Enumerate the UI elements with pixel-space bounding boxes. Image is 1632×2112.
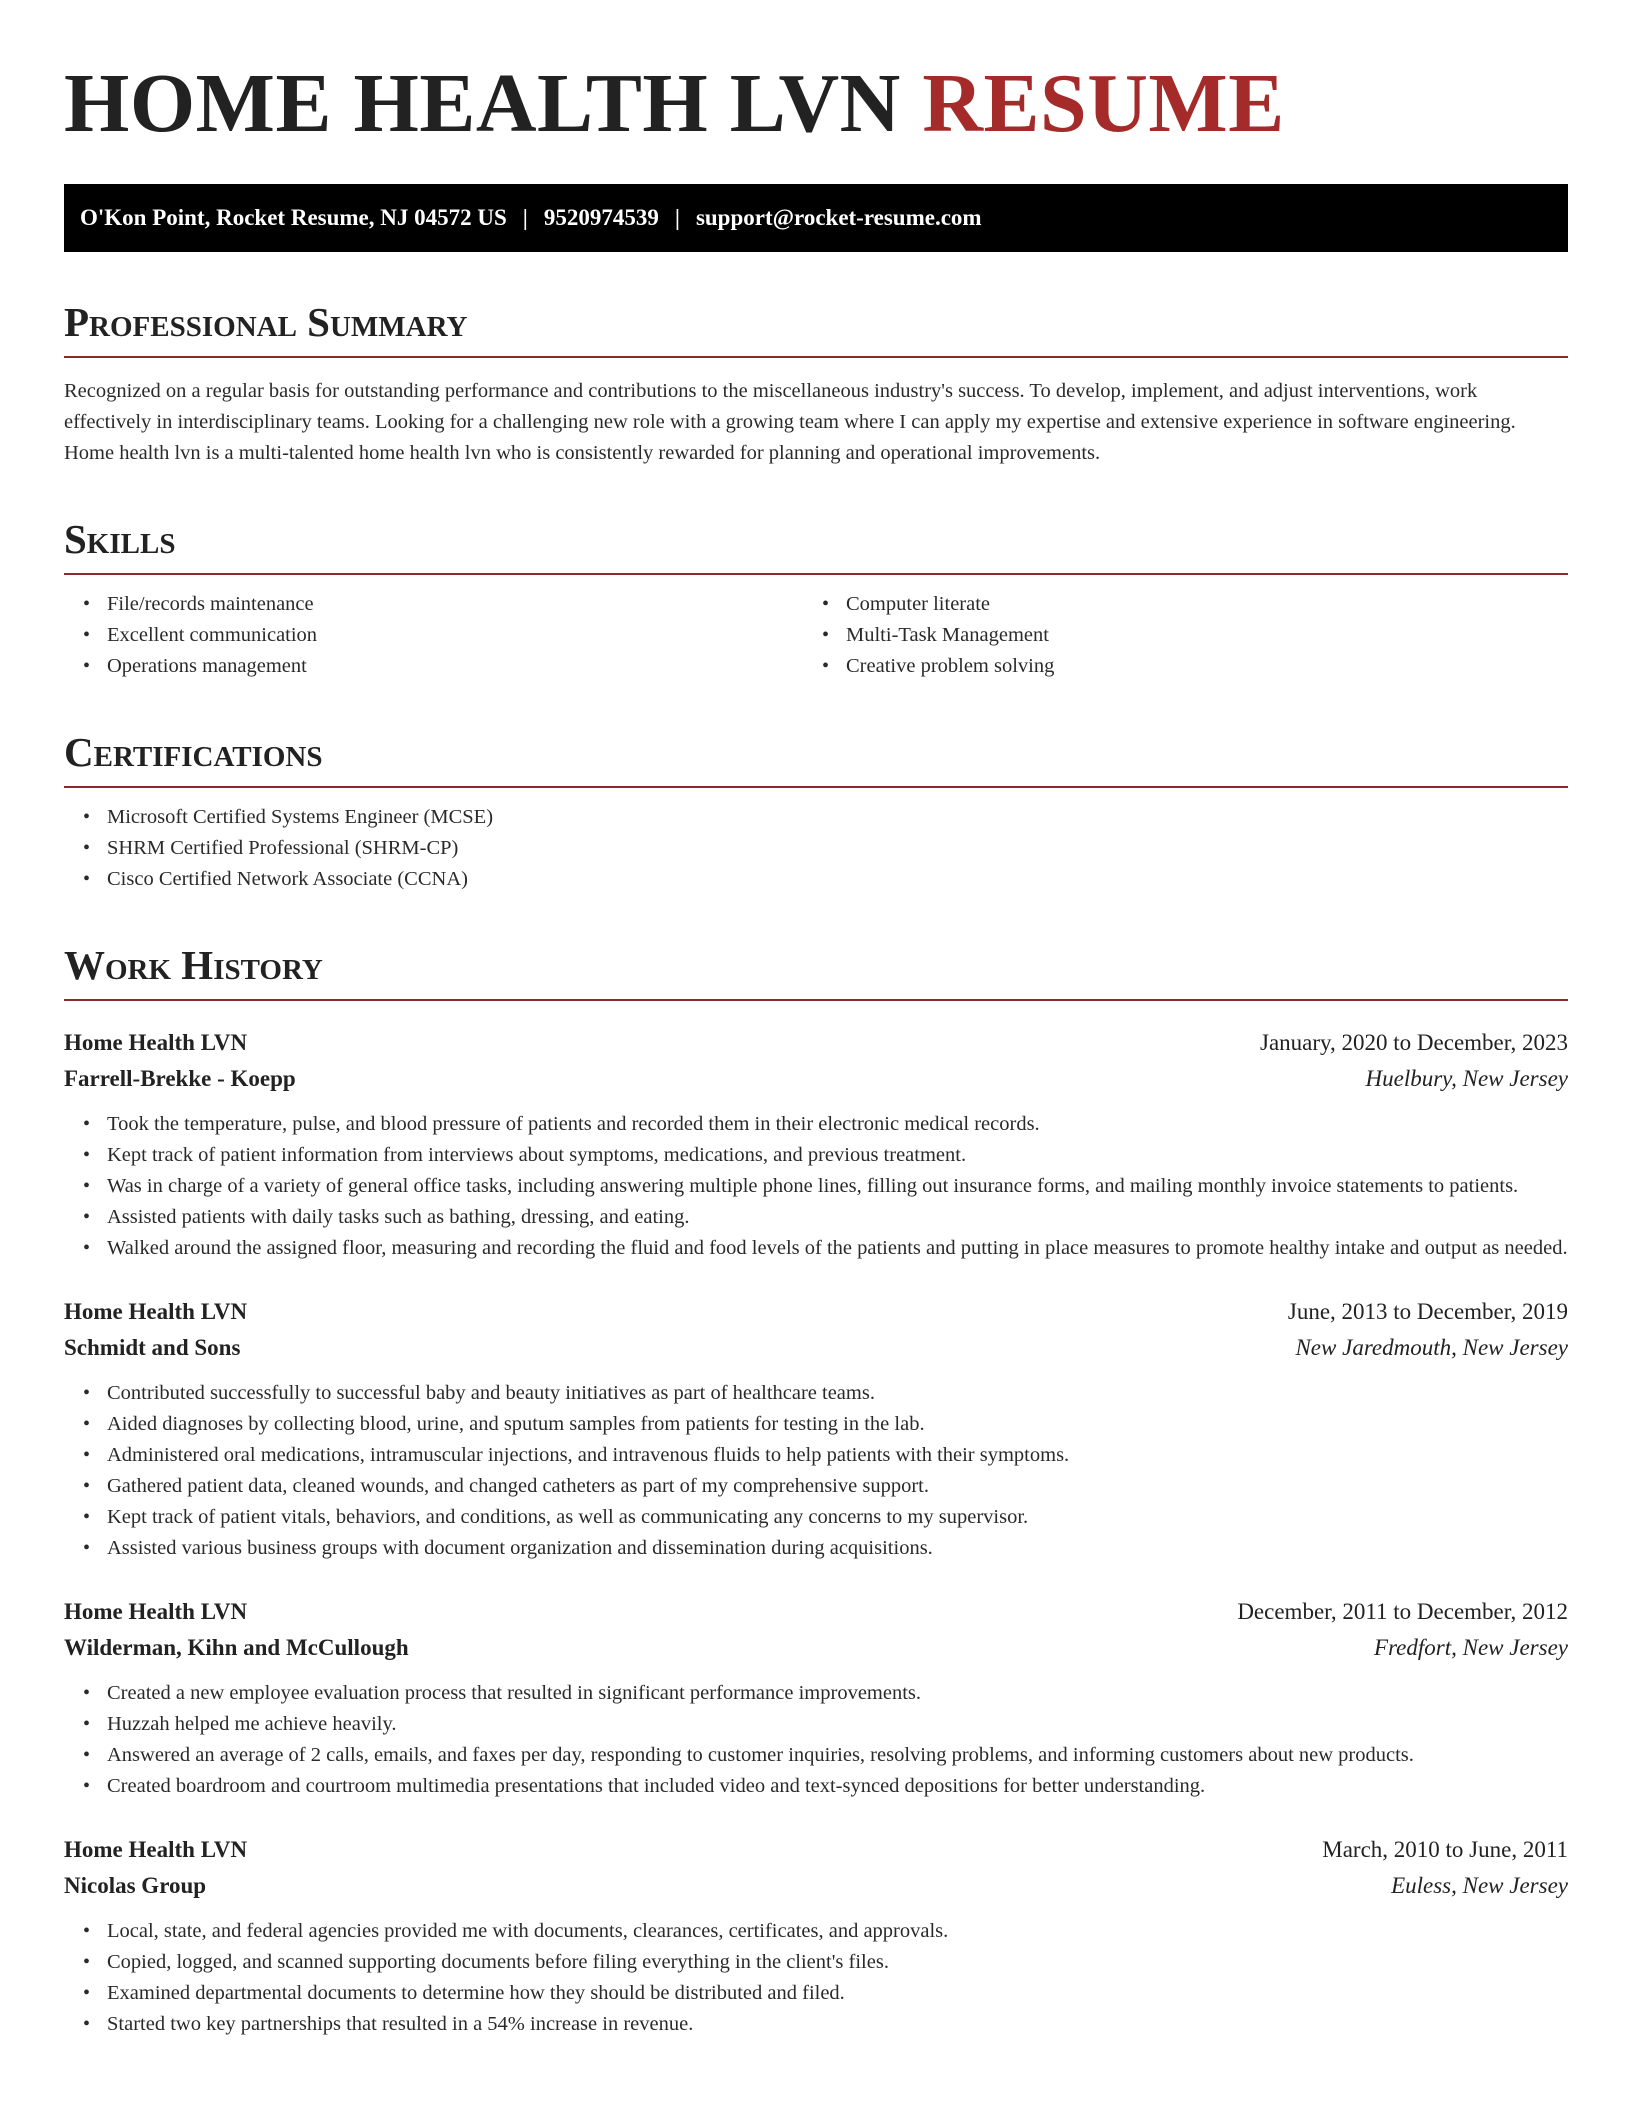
bullet-icon: •: [83, 1144, 91, 1166]
bullet-icon: •: [83, 1982, 91, 2004]
certification-item: [83, 864, 1568, 895]
job-location: Huelbury, New Jersey: [1365, 1066, 1568, 1091]
job-subheader-row: [64, 1630, 1568, 1666]
work-history-heading: Work History: [64, 941, 1568, 1001]
job-bullet-text: Answered an average of 2 calls, emails, and faxes per day, responding to customer inquiries, resolving problems, and informing customers about new products.: [107, 1744, 1414, 1766]
job-entry: [64, 1832, 1568, 2040]
job-bullet: [83, 1233, 1568, 1264]
certification-item: [83, 802, 1568, 833]
job-dates: December, 2011 to December, 2012: [1237, 1599, 1568, 1624]
bullet-icon: •: [83, 1475, 91, 1497]
resume-title: [64, 56, 1568, 152]
job-bullet-text: Created a new employee evaluation process that resulted in significant performance improvements.: [107, 1682, 922, 1704]
job-subheader-row: [64, 1061, 1568, 1097]
certification-label: SHRM Certified Professional (SHRM-CP): [107, 837, 459, 859]
summary-text: Recognized on a regular basis for outstanding performance and contributions to the miscellaneous industry's success. To develop, implement, and adjust interventions, work effectively in interdisciplinary teams. Looking for a challenging new role with a growing team where I can apply my expertise and extensive experience in software engineering. Home health lvn is a multi-talented home health lvn who is consistently rewarded for planning and operational improvements.: [64, 380, 1516, 464]
job-company: Nicolas Group: [64, 1873, 207, 1898]
resume-title-main: HOME HEALTH LVN: [64, 57, 901, 150]
job-title: Home Health LVN: [64, 1299, 248, 1324]
skills-list-left: [64, 589, 803, 682]
bullet-icon: •: [83, 1744, 91, 1766]
skill-label: Creative problem solving: [846, 655, 1055, 677]
job-location: Fredfort, New Jersey: [1374, 1635, 1568, 1660]
skills-grid: [64, 575, 1568, 682]
job-bullet: [83, 1109, 1568, 1140]
job-bullet: [83, 1978, 1568, 2009]
contact-separator: |: [674, 205, 680, 230]
job-bullet-text: Local, state, and federal agencies provided me with documents, clearances, certificates, and approvals.: [107, 1920, 949, 1942]
contact-bar: [64, 184, 1568, 252]
job-dates: March, 2010 to June, 2011: [1322, 1837, 1568, 1862]
bullet-icon: •: [83, 1237, 91, 1259]
job-title: Home Health LVN: [64, 1030, 248, 1055]
summary-heading: Professional Summary: [64, 298, 1568, 358]
bullet-icon: •: [83, 1413, 91, 1435]
skill-label: Operations management: [107, 655, 307, 677]
certifications-heading: Certifications: [64, 728, 1568, 788]
bullet-icon: •: [83, 806, 91, 828]
job-entry: [64, 1294, 1568, 1564]
skills-list-right: [803, 589, 1542, 682]
bullet-icon: •: [83, 1537, 91, 1559]
job-bullet-text: Administered oral medications, intramuscular injections, and intravenous fluids to help patients with their symptoms.: [107, 1444, 1070, 1466]
job-company: Farrell-Brekke - Koepp: [64, 1066, 296, 1091]
job-bullet-text: Kept track of patient information from interviews about symptoms, medications, and previous treatment.: [107, 1144, 967, 1166]
job-bullet: [83, 1502, 1568, 1533]
job-bullet: [83, 1171, 1568, 1202]
job-bullet-text: Walked around the assigned floor, measuring and recording the fluid and food levels of the patients and putting in place measures to promote healthy intake and output as needed.: [107, 1237, 1568, 1259]
job-entry: [64, 1025, 1568, 1264]
certification-item: [83, 833, 1568, 864]
job-bullet: [83, 1440, 1568, 1471]
contact-email: support@rocket-resume.com: [695, 205, 982, 230]
skill-item: [822, 620, 1542, 651]
job-bullet: [83, 1409, 1568, 1440]
bullet-icon: •: [83, 837, 91, 859]
job-bullet: [83, 1140, 1568, 1171]
job-header-row: [64, 1594, 1568, 1630]
job-bullets: [64, 1109, 1568, 1264]
job-bullet: [83, 1947, 1568, 1978]
job-bullet-text: Huzzah helped me achieve heavily.: [107, 1713, 397, 1735]
bullet-icon: •: [822, 593, 830, 615]
bullet-icon: •: [822, 655, 830, 677]
job-bullet-text: Created boardroom and courtroom multimedia presentations that included video and text-synced depositions for better understanding.: [107, 1775, 1206, 1797]
job-header-row: [64, 1832, 1568, 1868]
job-bullet: [83, 1740, 1568, 1771]
job-subheader-row: [64, 1330, 1568, 1366]
job-bullet-text: Aided diagnoses by collecting blood, urine, and sputum samples from patients for testing in the lab.: [107, 1413, 925, 1435]
skill-label: File/records maintenance: [107, 593, 314, 615]
job-entry: [64, 1594, 1568, 1802]
job-bullet: [83, 1378, 1568, 1409]
bullet-icon: •: [83, 1682, 91, 1704]
skill-item: [822, 651, 1542, 682]
job-bullet: [83, 1471, 1568, 1502]
bullet-icon: •: [83, 655, 91, 677]
job-bullets: [64, 1378, 1568, 1564]
job-bullet-text: Gathered patient data, cleaned wounds, and changed catheters as part of my comprehensive support.: [107, 1475, 929, 1497]
contact-separator: |: [522, 205, 528, 230]
job-location: New Jaredmouth, New Jersey: [1295, 1335, 1568, 1360]
job-bullets: [64, 1678, 1568, 1802]
job-bullet: [83, 1709, 1568, 1740]
bullet-icon: •: [83, 1775, 91, 1797]
job-bullet-text: Examined departmental documents to determine how they should be distributed and filed.: [107, 1982, 845, 2004]
job-bullet-text: Copied, logged, and scanned supporting documents before filing everything in the client's files.: [107, 1951, 889, 1973]
job-bullet: [83, 1202, 1568, 1233]
job-bullets: [64, 1916, 1568, 2040]
job-dates: January, 2020 to December, 2023: [1260, 1030, 1568, 1055]
job-bullet: [83, 1678, 1568, 1709]
bullet-icon: •: [83, 1951, 91, 1973]
job-title: Home Health LVN: [64, 1599, 248, 1624]
job-subheader-row: [64, 1868, 1568, 1904]
job-bullet: [83, 1771, 1568, 1802]
bullet-icon: •: [822, 624, 830, 646]
bullet-icon: •: [83, 1920, 91, 1942]
job-header-row: [64, 1025, 1568, 1061]
bullet-icon: •: [83, 1713, 91, 1735]
skill-item: [83, 589, 803, 620]
job-bullet-text: Kept track of patient vitals, behaviors, and conditions, as well as communicating any concerns to my supervisor.: [107, 1506, 1029, 1528]
job-bullet-text: Assisted patients with daily tasks such as bathing, dressing, and eating.: [107, 1206, 690, 1228]
contact-phone: 9520974539: [543, 205, 659, 230]
job-bullet: [83, 1916, 1568, 1947]
job-bullet: [83, 1533, 1568, 1564]
certification-label: Microsoft Certified Systems Engineer (MCSE): [107, 806, 494, 828]
job-bullet-text: Contributed successfully to successful baby and beauty initiatives as part of healthcare teams.: [107, 1382, 875, 1404]
skill-label: Multi-Task Management: [846, 624, 1049, 646]
bullet-icon: •: [83, 2013, 91, 2035]
bullet-icon: •: [83, 1444, 91, 1466]
bullet-icon: •: [83, 868, 91, 890]
job-bullet-text: Took the temperature, pulse, and blood pressure of patients and recorded them in their electronic medical records.: [107, 1113, 1040, 1135]
skill-label: Computer literate: [846, 593, 991, 615]
job-company: Schmidt and Sons: [64, 1335, 241, 1360]
resume-title-accent: RESUME: [922, 57, 1285, 150]
bullet-icon: •: [83, 1206, 91, 1228]
bullet-icon: •: [83, 1113, 91, 1135]
skill-item: [83, 620, 803, 651]
job-header-row: [64, 1294, 1568, 1330]
certification-label: Cisco Certified Network Associate (CCNA): [107, 868, 468, 890]
job-bullet-text: Assisted various business groups with document organization and dissemination during acquisitions.: [107, 1537, 933, 1559]
bullet-icon: •: [83, 1175, 91, 1197]
job-dates: June, 2013 to December, 2019: [1287, 1299, 1568, 1324]
skills-heading: Skills: [64, 515, 1568, 575]
skill-label: Excellent communication: [107, 624, 318, 646]
job-company: Wilderman, Kihn and McCullough: [64, 1635, 409, 1660]
job-title: Home Health LVN: [64, 1837, 248, 1862]
job-bullet-text: Started two key partnerships that resulted in a 54% increase in revenue.: [107, 2013, 694, 2035]
job-bullet: [83, 2009, 1568, 2040]
contact-address: O'Kon Point, Rocket Resume, NJ 04572 US: [80, 205, 507, 230]
bullet-icon: •: [83, 1382, 91, 1404]
job-location: Euless, New Jersey: [1391, 1873, 1568, 1898]
job-bullet-text: Was in charge of a variety of general office tasks, including answering multiple phone lines, filling out insurance forms, and mailing monthly invoice statements to patients.: [107, 1175, 1519, 1197]
skill-item: [83, 651, 803, 682]
bullet-icon: •: [83, 1506, 91, 1528]
bullet-icon: •: [83, 624, 91, 646]
bullet-icon: •: [83, 593, 91, 615]
certifications-list: [64, 802, 1568, 895]
skill-item: [822, 589, 1542, 620]
